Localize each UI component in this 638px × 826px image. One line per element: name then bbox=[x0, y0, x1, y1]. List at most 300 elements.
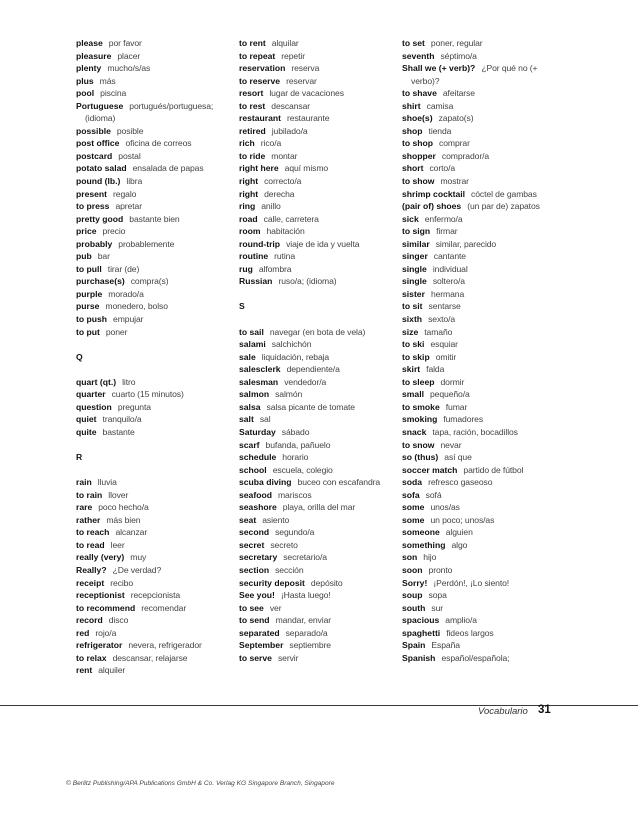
vocab-entry bbox=[239, 589, 391, 602]
vocab-term: sale bbox=[239, 351, 256, 362]
vocab-translation: cantante bbox=[433, 251, 466, 262]
vocab-term: to rent bbox=[239, 38, 266, 48]
vocab-term: scuba diving bbox=[239, 477, 292, 488]
vocab-term: sixth bbox=[402, 314, 423, 325]
vocab-entry bbox=[239, 539, 391, 552]
vocab-term: salmon bbox=[239, 389, 270, 400]
vocab-entry bbox=[402, 489, 562, 502]
vocab-term: seafood bbox=[239, 489, 272, 500]
vocab-entry bbox=[402, 451, 562, 464]
vocab-term: shopper bbox=[402, 150, 436, 161]
vocab-term: some bbox=[402, 502, 425, 513]
vocab-term: skirt bbox=[402, 364, 421, 375]
vocab-entry bbox=[76, 539, 226, 552]
vocab-entry bbox=[402, 401, 562, 414]
vocab-term: secretary bbox=[239, 552, 278, 563]
vocab-translation: bastante bien bbox=[129, 213, 180, 224]
vocab-term: quiet bbox=[76, 414, 97, 425]
vocab-translation: jubilado/a bbox=[271, 125, 308, 136]
vocab-entry bbox=[402, 326, 562, 339]
vocab-translation: pequeño/a bbox=[429, 389, 470, 400]
vocab-translation: más bbox=[99, 75, 116, 86]
vocab-term: postcard bbox=[76, 150, 113, 161]
vocab-entry bbox=[239, 426, 391, 439]
vocab-term: retired bbox=[239, 125, 266, 136]
vocab-term: smoking bbox=[402, 414, 438, 425]
vocab-entry bbox=[402, 175, 562, 188]
vocab-translation: pronto bbox=[428, 564, 453, 575]
vocab-translation: alquilar bbox=[271, 38, 299, 48]
vocab-translation: soltero/a bbox=[432, 276, 465, 287]
vocab-entry bbox=[402, 652, 562, 665]
vocab-entry bbox=[76, 250, 226, 263]
vocab-translation: restaurante bbox=[287, 113, 330, 124]
vocab-term: Saturday bbox=[239, 426, 276, 437]
vocab-term: salsa bbox=[239, 401, 261, 412]
vocab-entry bbox=[402, 376, 562, 389]
vocab-term: to pull bbox=[76, 263, 102, 274]
vocab-entry bbox=[76, 288, 226, 301]
vocab-term: shop bbox=[402, 125, 423, 136]
vocab-entry bbox=[402, 351, 562, 364]
vocab-term: to reserve bbox=[239, 75, 281, 86]
vocab-term: rare bbox=[76, 502, 93, 513]
vocab-term: Shall we (+ verb)? bbox=[402, 63, 476, 74]
vocab-entry bbox=[402, 300, 562, 313]
vocab-term: Portuguese bbox=[76, 100, 124, 111]
vocab-translation: cóctel de gambas bbox=[471, 188, 537, 199]
vocab-entry bbox=[76, 614, 226, 627]
vocab-translation: poner, regular bbox=[430, 38, 483, 48]
vocab-entry bbox=[76, 388, 226, 401]
vocab-term: shoe(s) bbox=[402, 113, 433, 124]
vocab-entry bbox=[239, 100, 391, 113]
vocab-translation: fumar bbox=[445, 401, 468, 412]
vocab-term: Russian bbox=[239, 276, 273, 287]
vocab-translation: individual bbox=[432, 263, 468, 274]
vocab-translation: reserva bbox=[291, 63, 320, 74]
vocab-term: Spain bbox=[402, 640, 426, 651]
vocab-term: separated bbox=[239, 627, 280, 638]
vocab-term: to read bbox=[76, 539, 105, 550]
vocab-entry bbox=[402, 363, 562, 376]
vocab-translation: viaje de ida y vuelta bbox=[286, 238, 360, 249]
vocab-translation: recibo bbox=[110, 577, 133, 588]
vocab-translation: firmar bbox=[436, 226, 458, 237]
vocab-translation: tirar (de) bbox=[107, 263, 140, 274]
vocab-term: road bbox=[239, 213, 258, 224]
vocab-translation: por favor bbox=[108, 38, 142, 48]
vocab-entry bbox=[239, 50, 391, 63]
vocab-translation: sección bbox=[275, 564, 304, 575]
vocab-translation: nevar bbox=[440, 439, 462, 450]
vocab-entry bbox=[402, 238, 562, 251]
vocab-entry bbox=[402, 50, 562, 63]
vocab-translation: buceo con escafandra bbox=[297, 477, 381, 488]
vocab-entry bbox=[76, 589, 226, 602]
vocab-translation: alcanzar bbox=[115, 527, 148, 538]
vocab-term: quite bbox=[76, 426, 97, 437]
vocab-term: right bbox=[239, 176, 259, 187]
vocab-column-1 bbox=[76, 37, 226, 677]
vocab-entry bbox=[76, 639, 226, 652]
vocab-entry bbox=[76, 100, 226, 125]
vocab-entry bbox=[239, 238, 391, 251]
vocab-entry bbox=[76, 376, 226, 389]
vocab-translation: dormir bbox=[440, 376, 465, 387]
vocab-term: singer bbox=[402, 251, 428, 262]
vocab-entry bbox=[402, 476, 562, 489]
vocab-term: price bbox=[76, 226, 97, 237]
vocab-translation: amplio/a bbox=[445, 615, 477, 626]
vocab-translation: llover bbox=[108, 489, 129, 500]
vocab-term: to press bbox=[76, 201, 110, 212]
vocab-entry bbox=[76, 602, 226, 615]
vocab-translation: morado/a bbox=[108, 288, 144, 299]
vocab-entry bbox=[76, 564, 226, 577]
vocab-term: rain bbox=[76, 477, 92, 488]
vocab-translation: depósito bbox=[310, 577, 343, 588]
vocab-translation: lluvia bbox=[97, 477, 117, 488]
vocab-term: pound (lb.) bbox=[76, 176, 121, 187]
page-number: 31 bbox=[538, 704, 551, 716]
vocab-entry bbox=[239, 476, 391, 489]
vocab-translation: horario bbox=[282, 452, 309, 463]
vocab-translation: recepcionista bbox=[130, 590, 181, 601]
vocab-entry bbox=[76, 162, 226, 175]
vocab-term: seventh bbox=[402, 50, 435, 61]
vocab-term: to sign bbox=[402, 226, 431, 237]
vocab-term: to rain bbox=[76, 489, 103, 500]
vocab-translation: fumadores bbox=[443, 414, 484, 425]
vocab-translation: alguien bbox=[445, 527, 473, 538]
vocab-term: someone bbox=[402, 527, 440, 538]
vocab-term: red bbox=[76, 627, 90, 638]
vocab-term: right bbox=[239, 188, 259, 199]
vocab-entry bbox=[402, 137, 562, 150]
vocab-term: something bbox=[402, 539, 446, 550]
vocab-term: plus bbox=[76, 75, 94, 86]
vocab-translation: sofá bbox=[425, 489, 442, 500]
vocab-term: plenty bbox=[76, 63, 102, 74]
vocab-entry bbox=[239, 614, 391, 627]
vocab-term: Spanish bbox=[402, 652, 436, 663]
vocab-entry bbox=[239, 376, 391, 389]
vocab-entry bbox=[402, 577, 562, 590]
vocab-translation: lugar de vacaciones bbox=[269, 88, 344, 99]
vocab-entry bbox=[76, 37, 226, 50]
vocab-entry bbox=[76, 125, 226, 138]
vocab-entry bbox=[402, 62, 562, 87]
section-letter-heading: Q bbox=[76, 351, 83, 362]
vocab-term: to ride bbox=[239, 150, 266, 161]
vocab-term: round-trip bbox=[239, 238, 281, 249]
vocab-term: Really? bbox=[76, 564, 107, 575]
vocab-term: soda bbox=[402, 477, 423, 488]
vocab-entry bbox=[76, 489, 226, 502]
vocab-translation: tranquilo/a bbox=[102, 414, 142, 425]
blank-line bbox=[76, 363, 226, 376]
vocab-translation: sopa bbox=[428, 590, 447, 601]
vocab-term: refrigerator bbox=[76, 640, 123, 651]
vocab-translation: sur bbox=[431, 602, 444, 613]
vocab-translation: ¡Perdón!, ¡Lo siento! bbox=[433, 577, 510, 588]
vocab-entry bbox=[76, 200, 226, 213]
blank-line bbox=[76, 338, 226, 351]
vocab-entry bbox=[76, 75, 226, 88]
vocab-entry bbox=[239, 526, 391, 539]
vocab-entry bbox=[76, 664, 226, 677]
vocab-entry bbox=[76, 263, 226, 276]
vocab-entry bbox=[76, 551, 226, 564]
vocab-term: to shop bbox=[402, 138, 434, 149]
vocab-entry bbox=[402, 188, 562, 201]
vocab-entry bbox=[402, 150, 562, 163]
vocab-entry bbox=[239, 162, 391, 175]
vocab-translation: español/española; bbox=[441, 652, 510, 663]
vocab-term: rug bbox=[239, 263, 253, 274]
vocab-entry bbox=[239, 112, 391, 125]
vocab-translation: aquí mismo bbox=[284, 163, 329, 174]
vocab-term: seat bbox=[239, 514, 257, 525]
section-letter-heading: S bbox=[239, 301, 245, 312]
vocab-translation: ver bbox=[269, 602, 282, 613]
vocab-term: son bbox=[402, 552, 418, 563]
vocab-translation: piscina bbox=[100, 88, 127, 99]
vocab-term: record bbox=[76, 615, 103, 626]
blank-line bbox=[239, 313, 391, 326]
vocab-term: quarter bbox=[76, 389, 106, 400]
vocab-entry bbox=[239, 326, 391, 339]
vocab-term: (pair of) shoes bbox=[402, 201, 462, 212]
vocab-term: to serve bbox=[239, 652, 272, 663]
vocab-translation: alfombra bbox=[258, 263, 292, 274]
vocab-term: present bbox=[76, 188, 108, 199]
vocab-translation: más bien bbox=[106, 514, 141, 525]
vocab-term: to rest bbox=[239, 100, 266, 111]
vocab-term: ring bbox=[239, 201, 256, 212]
vocab-translation: falda bbox=[426, 364, 445, 375]
vocab-translation: asiento bbox=[262, 514, 290, 525]
vocab-entry bbox=[76, 175, 226, 188]
vocab-term: September bbox=[239, 640, 284, 651]
vocab-translation: precio bbox=[102, 226, 126, 237]
vocab-term: spacious bbox=[402, 615, 440, 626]
vocab-entry bbox=[402, 439, 562, 452]
vocab-entry bbox=[239, 627, 391, 640]
vocab-translation: anillo bbox=[261, 201, 281, 212]
vocab-translation: rutina bbox=[274, 251, 296, 262]
vocab-translation: bastante bbox=[102, 426, 135, 437]
vocab-translation: rico/a bbox=[260, 138, 282, 149]
vocab-entry bbox=[239, 62, 391, 75]
vocab-term: to show bbox=[402, 176, 435, 187]
vocab-entry bbox=[239, 175, 391, 188]
vocab-entry bbox=[239, 37, 391, 50]
vocab-entry bbox=[402, 602, 562, 615]
vocab-translation: libra bbox=[126, 176, 143, 187]
vocab-term: right here bbox=[239, 163, 279, 174]
vocab-term: rather bbox=[76, 514, 101, 525]
vocab-term: purchase(s) bbox=[76, 276, 125, 287]
vocab-term: room bbox=[239, 226, 261, 237]
vocab-translation: así que bbox=[444, 452, 472, 463]
vocab-term: salesman bbox=[239, 376, 279, 387]
vocab-translation: secreto bbox=[270, 539, 298, 550]
vocab-term: probably bbox=[76, 238, 113, 249]
vocab-translation: segundo/a bbox=[275, 527, 315, 538]
vocab-entry bbox=[76, 150, 226, 163]
vocab-entry bbox=[402, 250, 562, 263]
vocab-entry bbox=[402, 514, 562, 527]
vocab-entry bbox=[76, 627, 226, 640]
vocab-entry bbox=[239, 564, 391, 577]
vocab-term: security deposit bbox=[239, 577, 305, 588]
vocab-translation: un poco; unos/as bbox=[430, 514, 495, 525]
vocab-term: resort bbox=[239, 88, 264, 99]
vocab-entry bbox=[402, 37, 562, 50]
vocab-term: reservation bbox=[239, 63, 286, 74]
vocab-term: so (thus) bbox=[402, 452, 439, 463]
vocab-translation: escuela, colegio bbox=[272, 464, 333, 475]
vocab-entry bbox=[402, 639, 562, 652]
vocab-term: soon bbox=[402, 564, 423, 575]
vocab-translation: alquiler bbox=[98, 665, 126, 676]
vocab-entry bbox=[239, 464, 391, 477]
vocab-entry bbox=[402, 464, 562, 477]
vocab-translation: (un par de) zapatos bbox=[467, 201, 540, 212]
vocab-entry bbox=[239, 225, 391, 238]
vocab-entry bbox=[239, 577, 391, 590]
vocab-column-3 bbox=[402, 37, 562, 664]
vocab-entry bbox=[402, 288, 562, 301]
vocab-translation: repetir bbox=[281, 50, 305, 61]
vocab-translation: probablemente bbox=[118, 238, 175, 249]
vocab-entry bbox=[76, 225, 226, 238]
vocab-translation: portugués/portuguesa; (idioma) bbox=[85, 100, 214, 124]
vocab-entry bbox=[239, 413, 391, 426]
vocab-entry bbox=[402, 87, 562, 100]
vocab-translation: descansar, relajarse bbox=[112, 652, 188, 663]
vocab-entry bbox=[402, 275, 562, 288]
vocab-translation: zapato(s) bbox=[438, 113, 474, 124]
vocab-term: to reach bbox=[76, 527, 110, 538]
vocab-translation: nevera, refrigerador bbox=[128, 640, 202, 651]
vocab-term: rent bbox=[76, 665, 93, 676]
vocab-term: to see bbox=[239, 602, 264, 613]
vocab-translation: reservar bbox=[286, 75, 317, 86]
vocab-term: to put bbox=[76, 326, 100, 337]
vocab-translation: comprador/a bbox=[441, 150, 490, 161]
vocab-entry bbox=[402, 263, 562, 276]
blank-line bbox=[239, 288, 391, 301]
vocab-term: salesclerk bbox=[239, 364, 281, 375]
vocab-entry bbox=[402, 112, 562, 125]
vocab-entry bbox=[76, 501, 226, 514]
vocab-translation: sábado bbox=[281, 426, 310, 437]
vocab-term: to recommend bbox=[76, 602, 136, 613]
vocab-translation: omitir bbox=[435, 351, 457, 362]
vocab-translation: separado/a bbox=[285, 627, 328, 638]
vocab-translation: vendedor/a bbox=[284, 376, 327, 387]
vocab-term: section bbox=[239, 564, 270, 575]
vocab-entry bbox=[402, 413, 562, 426]
vocab-translation: compra(s) bbox=[130, 276, 169, 287]
vocab-entry bbox=[402, 589, 562, 602]
vocab-entry bbox=[76, 413, 226, 426]
vocab-term: post office bbox=[76, 138, 120, 149]
vocab-term: to push bbox=[76, 314, 108, 325]
vocab-entry bbox=[76, 577, 226, 590]
vocab-translation: navegar (en bota de vela) bbox=[269, 326, 366, 337]
vocab-term: pub bbox=[76, 251, 92, 262]
vocab-translation: salmón bbox=[275, 389, 303, 400]
vocab-term: to snow bbox=[402, 439, 435, 450]
vocab-entry bbox=[239, 125, 391, 138]
vocab-entry bbox=[402, 125, 562, 138]
vocab-entry bbox=[239, 75, 391, 88]
vocab-translation: salchichón bbox=[271, 339, 312, 350]
vocab-term: Sorry! bbox=[402, 577, 428, 588]
vocab-term: rich bbox=[239, 138, 255, 149]
vocab-translation: recomendar bbox=[141, 602, 187, 613]
vocab-translation: playa, orilla del mar bbox=[282, 502, 356, 513]
vocab-translation: camisa bbox=[426, 100, 454, 111]
vocab-entry bbox=[239, 263, 391, 276]
vocab-term: to send bbox=[239, 615, 270, 626]
vocab-translation: monedero, bolso bbox=[105, 301, 168, 312]
vocab-term: school bbox=[239, 464, 267, 475]
vocab-translation: cuarto (15 minutos) bbox=[111, 389, 184, 400]
vocab-entry bbox=[239, 363, 391, 376]
vocab-term: short bbox=[402, 163, 424, 174]
vocab-term: similar bbox=[402, 238, 430, 249]
vocab-entry bbox=[239, 188, 391, 201]
vocab-entry bbox=[76, 401, 226, 414]
vocab-entry bbox=[239, 514, 391, 527]
vocab-translation: mandar, enviar bbox=[275, 615, 332, 626]
vocab-entry bbox=[239, 275, 391, 288]
vocab-entry bbox=[239, 602, 391, 615]
vocab-entry bbox=[402, 564, 562, 577]
vocab-term: single bbox=[402, 263, 427, 274]
vocab-entry bbox=[239, 137, 391, 150]
vocab-translation: poco hecho/a bbox=[98, 502, 149, 513]
vocab-entry bbox=[239, 213, 391, 226]
vocab-translation: liquidación, rebaja bbox=[261, 351, 330, 362]
vocab-translation: hijo bbox=[423, 552, 437, 563]
vocab-entry bbox=[402, 338, 562, 351]
vocab-entry bbox=[76, 213, 226, 226]
vocab-translation: salsa picante de tomate bbox=[266, 401, 355, 412]
vocab-translation: correcto/a bbox=[264, 176, 302, 187]
vocab-entry bbox=[239, 489, 391, 502]
vocab-translation: ruso/a; (idioma) bbox=[278, 276, 337, 287]
vocab-translation: ensalada de papas bbox=[132, 163, 204, 174]
vocab-translation: refresco gaseoso bbox=[428, 477, 493, 488]
vocab-entry bbox=[402, 614, 562, 627]
vocab-entry bbox=[239, 451, 391, 464]
vocab-translation: séptimo/a bbox=[440, 50, 477, 61]
vocab-term: small bbox=[402, 389, 424, 400]
vocab-translation: posible bbox=[116, 125, 144, 136]
vocab-translation: bufanda, pañuelo bbox=[265, 439, 331, 450]
vocab-term: seashore bbox=[239, 502, 277, 513]
vocab-term: to sleep bbox=[402, 376, 435, 387]
vocab-term: some bbox=[402, 514, 425, 525]
vocab-translation: servir bbox=[277, 652, 299, 663]
vocab-term: quart (qt.) bbox=[76, 376, 117, 387]
